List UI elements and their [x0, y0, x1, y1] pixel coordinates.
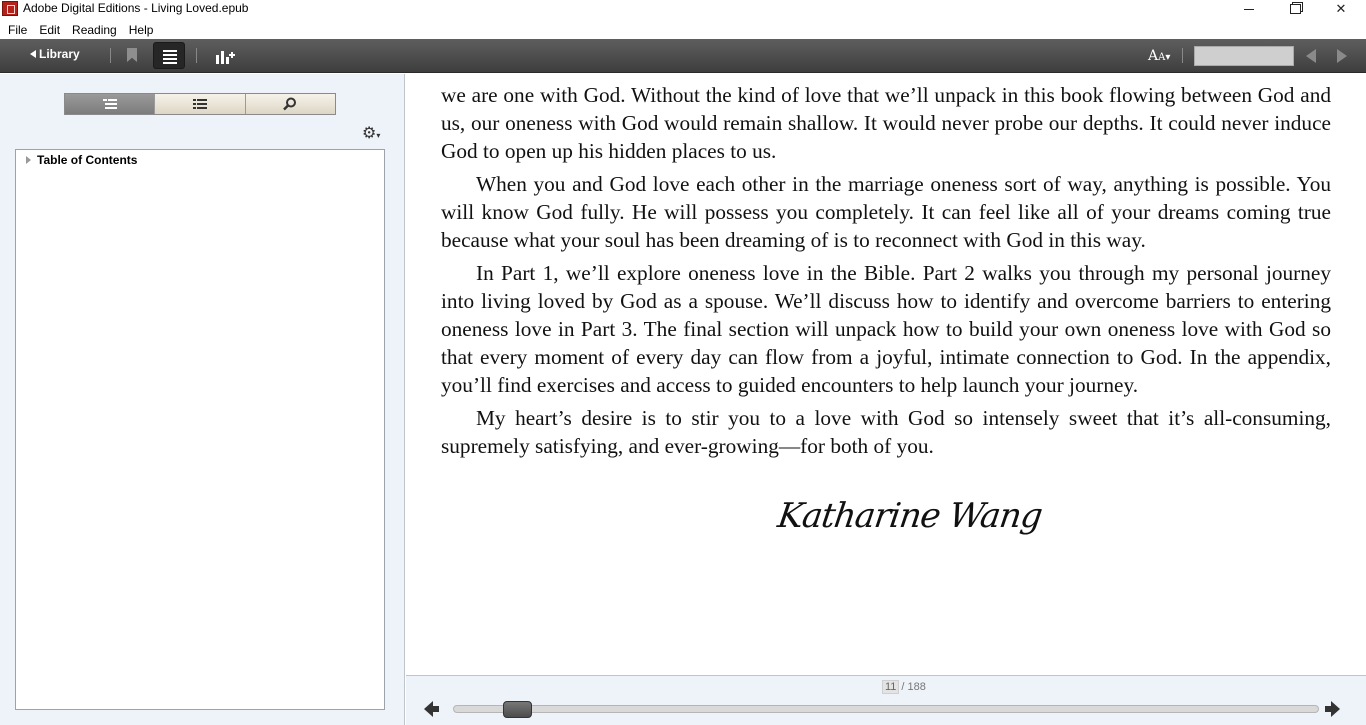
list-icon-line	[163, 54, 177, 56]
window-title: Adobe Digital Editions - Living Loved.epub	[23, 1, 249, 15]
table-of-contents-tab[interactable]	[65, 94, 155, 114]
author-signature: Katharine Wang	[775, 496, 1045, 536]
expand-triangle-icon[interactable]	[26, 156, 31, 164]
font-size-icon: A	[1148, 48, 1159, 64]
toggle-sidebar-button[interactable]	[153, 42, 185, 69]
list-icon	[163, 50, 177, 52]
toolbar-divider	[1182, 48, 1183, 63]
list-icon-line	[163, 58, 177, 60]
reading-pane	[406, 74, 1366, 675]
menu-bar	[0, 20, 1366, 39]
close-button[interactable]: ✕	[1335, 1, 1347, 16]
menu-help[interactable]: Help	[128, 22, 154, 37]
restore-button[interactable]	[1272, 0, 1318, 18]
bookmarks-list-icon	[192, 98, 208, 110]
adobe-digital-editions-icon	[2, 1, 18, 16]
gear-icon[interactable]: ⚙▾	[362, 125, 381, 142]
book-content	[441, 81, 1331, 465]
paragraph: My heart’s desire is to stir you to a love with God so intensely sweet that it’s all-consuming, supremely satisfying, and ever-growing—for both of you.	[441, 406, 1331, 458]
chart-bar	[226, 57, 229, 64]
back-arrow-icon	[30, 50, 36, 58]
minimize-button[interactable]	[1226, 0, 1272, 18]
toc-item-table-of-contents[interactable]: Table of Contents	[37, 153, 138, 167]
total-pages: / 188	[901, 681, 926, 693]
sidebar	[0, 74, 405, 725]
toolbar-divider	[196, 48, 197, 63]
menu-file[interactable]: File	[8, 22, 28, 37]
search-input[interactable]	[1194, 46, 1294, 66]
title-bar	[0, 0, 1366, 18]
previous-icon[interactable]	[1306, 49, 1316, 63]
toc-icon	[102, 98, 118, 110]
font-size-small: A	[1158, 52, 1166, 63]
bookmarks-tab[interactable]	[155, 94, 245, 114]
search-tab[interactable]	[246, 94, 335, 114]
magnifier-icon	[283, 97, 297, 111]
library-label: Library	[39, 47, 80, 61]
current-page-field[interactable]: 11	[882, 680, 899, 694]
sidebar-tabs	[64, 93, 336, 115]
next-icon[interactable]	[1337, 49, 1347, 63]
bookmark-icon[interactable]	[127, 48, 137, 62]
page-navigation-bar	[406, 675, 1366, 725]
font-size-button[interactable]	[1148, 48, 1170, 64]
table-of-contents-panel	[15, 149, 385, 710]
paragraph: we are one with God. Without the kind of love that we’ll unpack in this book flowing between God and us, our oneness with God would remain shallow. It would never probe our depths. It could never induce God to open up his hidden places to us.	[441, 83, 1331, 163]
paragraph: When you and God love each other in the marriage oneness sort of way, anything is possible. You will know God fully. He will possess you completely. It can feel like all of your dreams coming true because what your soul has been dreaming of is to reconnect with God in this way.	[441, 172, 1331, 252]
chart-bar	[221, 51, 224, 64]
page-indicator	[882, 680, 926, 694]
toolbar	[0, 39, 1366, 73]
slider-thumb[interactable]	[503, 701, 532, 718]
toolbar-divider	[110, 48, 111, 63]
menu-edit[interactable]: Edit	[39, 22, 61, 37]
chart-bar	[216, 55, 219, 64]
next-page-icon[interactable]	[1331, 701, 1340, 717]
chevron-down-icon: ▾	[1165, 52, 1171, 63]
previous-page-icon[interactable]	[424, 701, 433, 717]
page-slider[interactable]	[453, 705, 1319, 713]
plus-bar	[231, 52, 233, 58]
chart-plus-icon[interactable]	[215, 48, 233, 64]
library-button[interactable]	[30, 47, 80, 61]
list-icon-line	[163, 62, 177, 64]
menu-reading[interactable]: Reading	[72, 22, 117, 37]
paragraph: In Part 1, we’ll explore oneness love in the Bible. Part 2 walks you through my personal journey into living loved by God as a spouse. We’ll discuss how to identify and overcome barriers to entering oneness love in Part 3. The final section will unpack how to build your own oneness love with God so that every moment of every day can flow from a joyful, intimate connection to God. In the appendix, you’ll find exercises and access to guided encounters to help launch your journey.	[441, 261, 1331, 397]
